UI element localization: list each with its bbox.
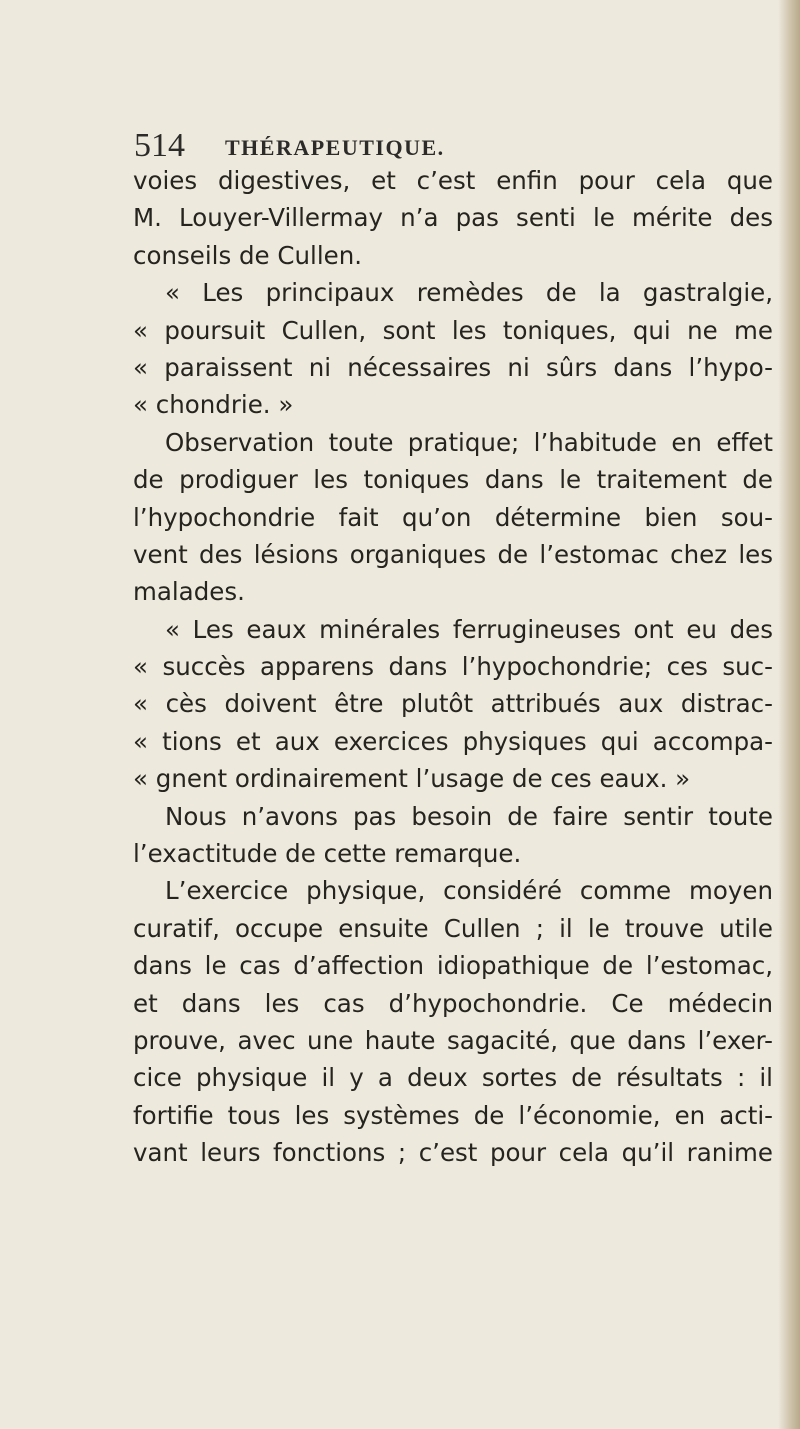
text-line: « gnent ordinairement l’usage de ces eaux. » [133,764,691,794]
text-line: cice physique il y a deux sortes de résultats : il [133,1063,773,1093]
text-line: « chondrie. » [133,390,294,420]
text-line: « tions et aux exercices physiques qui accompa- [133,726,773,756]
text-line: dans le cas d’affection idiopathique de l’estomac, [133,951,773,981]
body-text [133,162,773,1172]
text-line: vent des lésions organiques de l’estomac chez les [133,539,773,569]
text-line: l’exactitude de cette remarque. [133,839,522,869]
text-line: Observation toute pratique; l’habitude en effet [165,427,773,457]
text-line: « succès apparens dans l’hypochondrie; ces suc- [133,652,773,682]
text-line: « cès doivent être plutôt attribués aux distrac- [133,689,773,719]
text-line: « Les eaux minérales ferrugineuses ont eu des [165,614,773,644]
text-line: de prodiguer les toniques dans le traitement de [133,465,773,495]
text-line: et dans les cas d’hypochondrie. Ce médecin [133,988,773,1018]
text-line: Nous n’avons pas besoin de faire sentir toute [165,801,773,831]
text-line: « paraissent ni nécessaires ni sûrs dans l’hypo- [133,352,773,382]
text-line: « Les principaux remèdes de la gastralgie, [165,278,773,308]
text-line: conseils de Cullen. [133,240,363,270]
text-line: voies digestives, et c’est enfin pour cela que [133,166,773,195]
text-line: L’exercice physique, considéré comme moyen [165,876,773,906]
text-line: prouve, avec une haute sagacité, que dans l’exer- [133,1025,773,1055]
page-number: 514 [134,127,185,164]
text-line: M. Louyer-Villermay n’a pas senti le mérite des [133,203,773,233]
running-head: THÉRAPEUTIQUE. [225,135,445,160]
text-line: l’hypochondrie fait qu’on détermine bien sou- [133,502,773,532]
text-line: fortifie tous les systèmes de l’économie, en acti- [133,1100,773,1130]
text-line: curatif, occupe ensuite Cullen ; il le trouve utile [133,913,773,943]
text-line: « poursuit Cullen, sont les toniques, qui ne me [133,315,773,345]
text-line: malades. [133,577,245,607]
page-edge-shadow [778,0,800,1429]
text-line: vant leurs fonctions ; c’est pour cela qu’il ranime [133,1138,773,1168]
